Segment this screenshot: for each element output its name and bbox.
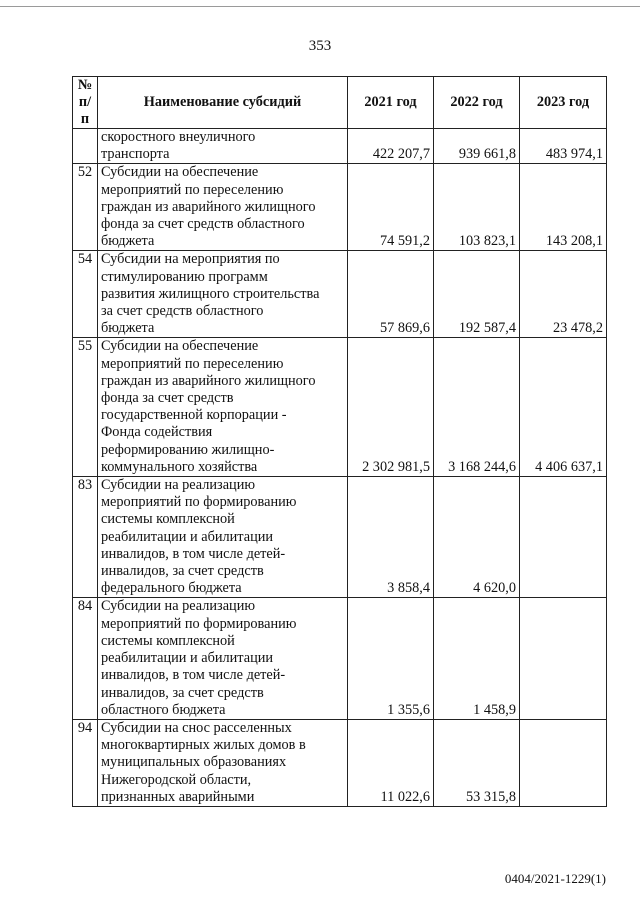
subsidy-name: Субсидии на мероприятия по стимулированию программ развития жилищного строительства за счет средств областного бюджета	[98, 251, 348, 338]
row-number: 52	[73, 164, 98, 251]
row-number: 55	[73, 338, 98, 477]
table-row	[73, 129, 607, 164]
value-2023	[520, 719, 607, 806]
value-2023: 483 974,1	[520, 129, 607, 164]
value-2021: 2 302 981,5	[348, 338, 434, 477]
header-num-label: № п/п	[77, 77, 93, 127]
value-2021: 1 355,6	[348, 598, 434, 719]
value-2022: 1 458,9	[434, 598, 520, 719]
header-num	[73, 77, 98, 129]
table-row	[73, 338, 607, 477]
scan-edge-line	[0, 6, 640, 7]
value-2023: 4 406 637,1	[520, 338, 607, 477]
value-2023	[520, 477, 607, 598]
subsidy-name: Субсидии на обеспечение мероприятий по переселению граждан из аварийного жилищного фонда за счет средств государственной корпорации - Фонда содействия реформированию жилищно- коммунального хозяйства	[98, 338, 348, 477]
row-number: 94	[73, 719, 98, 806]
value-2022: 192 587,4	[434, 251, 520, 338]
row-number: 83	[73, 477, 98, 598]
value-2023: 23 478,2	[520, 251, 607, 338]
value-2022: 103 823,1	[434, 164, 520, 251]
table-row	[73, 251, 607, 338]
row-number: 84	[73, 598, 98, 719]
value-2022: 3 168 244,6	[434, 338, 520, 477]
table-row	[73, 164, 607, 251]
value-2021: 74 591,2	[348, 164, 434, 251]
subsidies-table	[72, 76, 607, 807]
header-name: Наименование субсидий	[98, 77, 348, 129]
table-header	[73, 77, 607, 129]
value-2023	[520, 598, 607, 719]
value-2021: 3 858,4	[348, 477, 434, 598]
row-number	[73, 129, 98, 164]
subsidy-name: Субсидии на снос расселенных многоквартирных жилых домов в муниципальных образованиях Нижегородской области, признанных аварийными	[98, 719, 348, 806]
value-2021: 11 022,6	[348, 719, 434, 806]
header-row	[73, 77, 607, 129]
value-2021: 57 869,6	[348, 251, 434, 338]
value-2023: 143 208,1	[520, 164, 607, 251]
subsidy-name: Субсидии на реализацию мероприятий по формированию системы комплексной реабилитации и абилитации инвалидов, в том числе детей- инвалидов, за счет средств областного бюджета	[98, 598, 348, 719]
table-row	[73, 477, 607, 598]
subsidy-name: скоростного внеуличного транспорта	[98, 129, 348, 164]
document-code: 0404/2021-1229(1)	[504, 871, 606, 886]
subsidy-name: Субсидии на обеспечение мероприятий по переселению граждан из аварийного жилищного фонда за счет средств областного бюджета	[98, 164, 348, 251]
value-2022: 939 661,8	[434, 129, 520, 164]
value-2022: 53 315,8	[434, 719, 520, 806]
value-2021: 422 207,7	[348, 129, 434, 164]
table-row	[73, 598, 607, 719]
header-2023: 2023 год	[520, 77, 607, 129]
table-body	[73, 129, 607, 807]
header-2021: 2021 год	[348, 77, 434, 129]
subsidy-name: Субсидии на реализацию мероприятий по формированию системы комплексной реабилитации и абилитации инвалидов, в том числе детей- инвалидов, за счет средств федерального бюджета	[98, 477, 348, 598]
page-number: 353	[308, 38, 332, 54]
header-2022: 2022 год	[434, 77, 520, 129]
value-2022: 4 620,0	[434, 477, 520, 598]
row-number: 54	[73, 251, 98, 338]
table-row	[73, 719, 607, 806]
